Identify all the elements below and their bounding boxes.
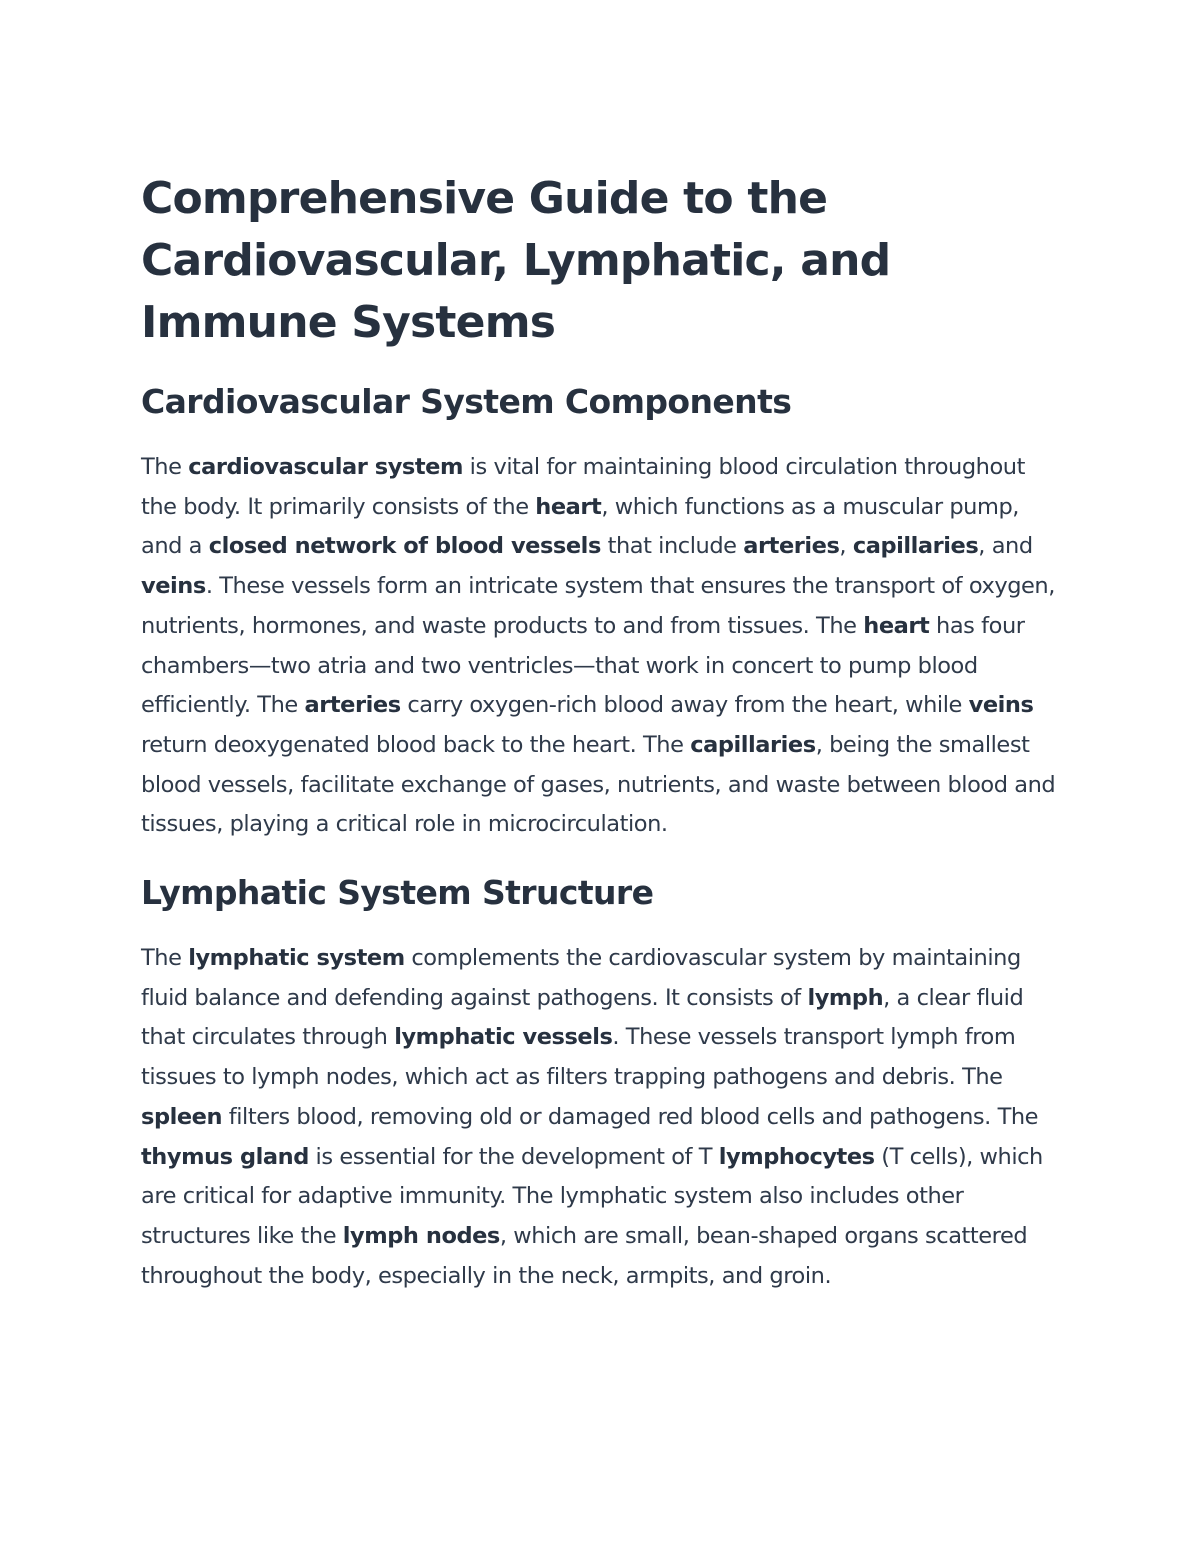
paragraph-lymphatic: [141, 939, 1066, 1296]
text-run: The: [141, 454, 189, 480]
text-run: . These vessels transport lymph from tissues to lymph nodes, which act as filters trapping pathogens and debris. The: [141, 1024, 1016, 1091]
document-title: Comprehensive Guide to the Cardiovascular, Lymphatic, and Immune Systems: [141, 173, 891, 348]
text-run: The: [141, 945, 189, 972]
bold-term: heart: [863, 612, 930, 639]
bold-term: lymphocytes: [718, 1143, 875, 1170]
bold-term: cardiovascular system: [188, 454, 463, 480]
bold-term: arteries: [743, 533, 840, 560]
document-page: [141, 168, 1066, 1296]
text-run: is essential for the development of T: [308, 1143, 719, 1170]
paragraph-cardiovascular: [141, 448, 1066, 845]
bold-term: veins: [968, 692, 1034, 719]
bold-term: veins: [141, 573, 206, 600]
bold-term: lymph: [807, 984, 884, 1011]
text-run: , being the smallest blood vessels, facilitate exchange of gases, nutrients, and waste between blood and tissues, playing a critical role in microcirculation.: [141, 731, 1056, 838]
bold-term: arteries: [304, 692, 401, 719]
text-run: is vital for maintaining blood circulation throughout the body. It primarily consists of the: [141, 454, 1025, 520]
text-run: filters blood, removing old or damaged red blood cells and pathogens. The: [222, 1103, 1039, 1130]
bold-term: lymphatic vessels: [394, 1024, 613, 1051]
text-run: that include: [600, 533, 744, 560]
bold-term: thymus gland: [141, 1143, 309, 1170]
text-run: return deoxygenated blood back to the heart. The: [141, 731, 691, 758]
bold-term: heart: [535, 493, 602, 520]
text-run: has four chambers—two atria and two ventricles—that work in concert to pump blood efficiently. The: [141, 612, 1025, 719]
text-run: , a clear fluid that circulates through: [141, 984, 1024, 1051]
bold-term: spleen: [141, 1103, 223, 1130]
section-heading-cardiovascular: Cardiovascular System Components: [141, 382, 792, 421]
text-run: , which are small, bean-shaped organs scattered throughout the body, especially in the neck, armpits, and groin.: [141, 1222, 1028, 1289]
text-run: ,: [839, 533, 853, 560]
text-run: carry oxygen-rich blood away from the heart, while: [400, 692, 969, 719]
bold-term: capillaries: [690, 731, 816, 758]
text-run: (T cells), which are critical for adaptive immunity. The lymphatic system also includes other structures like the: [141, 1143, 1043, 1249]
text-run: complements the cardiovascular system by maintaining fluid balance and defending against pathogens. It consists of: [141, 945, 1021, 1011]
text-run: , and: [978, 533, 1033, 560]
section-heading-lymphatic: Lymphatic System Structure: [141, 873, 654, 913]
bold-term: capillaries: [852, 533, 979, 560]
text-run: . These vessels form an intricate system that ensures the transport of oxygen, nutrients, hormones, and waste products to and from tissues. The: [141, 573, 1055, 639]
bold-term: lymphatic system: [188, 945, 405, 972]
bold-term: lymph nodes: [342, 1222, 500, 1249]
bold-term: closed network of blood vessels: [208, 533, 601, 560]
text-run: , which functions as a muscular pump, and a: [141, 493, 1019, 560]
